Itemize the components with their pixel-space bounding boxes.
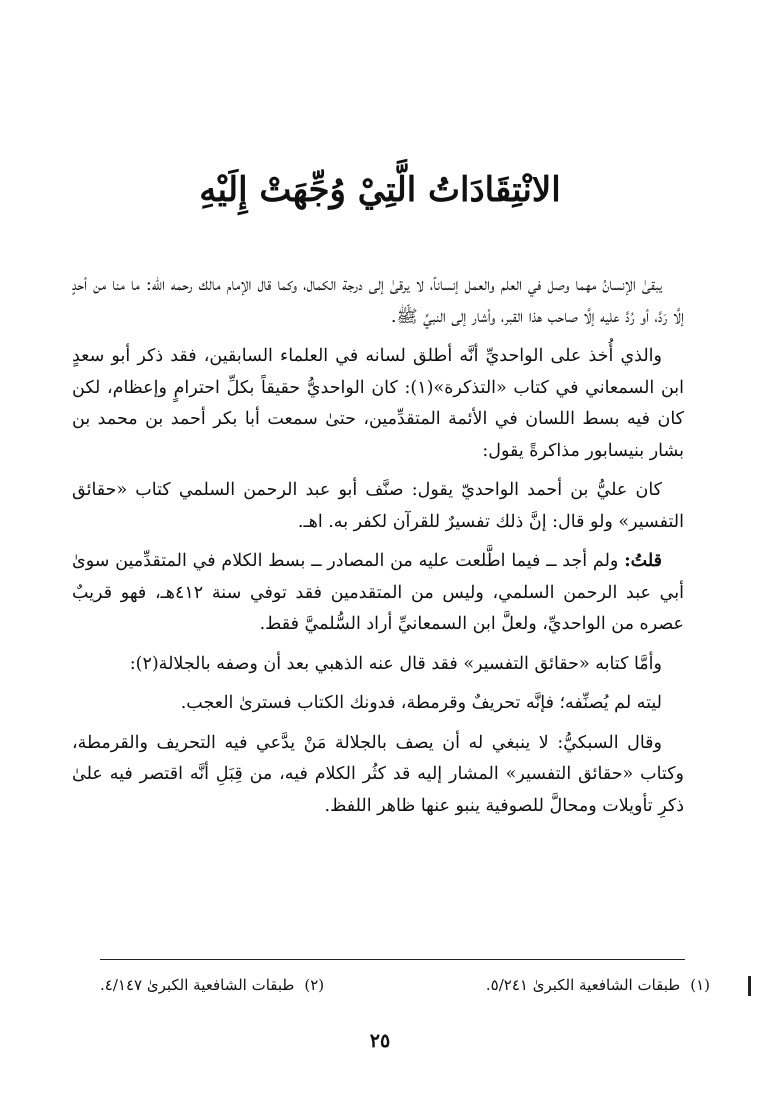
footnote-2	[100, 972, 324, 998]
paragraph-7: وقال السبكيُّ: لا ينبغي له أن يصف بالجلالة مَنْ يدَّعي فيه التحريف والقرمطة، وكتاب «حقائق التفسير» المشار إليه قد كثُر الكلام فيه، من قِبَلِ أنَّه اقتصر فيه علىٰ ذكرِ تأويلات ومحالَّ للصوفية ينبو عنها ظاهر اللفظ.	[72, 732, 684, 816]
paragraph-4: قلتُ: ولم أجد ــ فيما اطَّلعت عليه من المصادر ــ بسط الكلام في المتقدِّمين سوىٰ أبي عبد الرحمن السلمي، وليس من المتقدمين فقد توفي سنة ٤١٢هـ، فهو قريبٌ عصره من الواحديِّ، ولعلَّ ابن السمعانيِّ أراد السُّلميَّ فقط.	[72, 551, 684, 634]
footnote-2-text: طبقات الشافعية الكبرىٰ ٤/١٤٧.	[100, 976, 295, 994]
page-number: ٢٥	[369, 1030, 391, 1052]
paragraph-5: وأمَّا كتابه «حقائق التفسير» فقد قال عنه الذهبي بعد أن وصفه بالجلالة(٢):	[129, 653, 662, 674]
paragraph-6: ليته لم يُصنِّفه؛ فإنَّه تحريفٌ وقرمطة، فدونك الكتاب فسترىٰ العجب.	[180, 693, 662, 713]
paragraph-1: يبقىٰ الإنسانُ مهما وصل في العلم والعمل إنساناً، لا يرقىٰ إلى درجة الكمال، وكما قال الإمام مالك رحمه الله: ما منا من أحدٍ إلَّا رَدَّ، أو رُدَّ عليه إلَّا صاحب هذا القبر، وأشار إلى النبيِّ ﷺ.	[72, 275, 684, 327]
footnotes	[100, 972, 710, 998]
chapter-title: الانْتِقَادَاتُ الَّتِيْ وُجِّهَتْ إِلَيْهِ	[199, 170, 561, 210]
footnote-1	[486, 972, 710, 998]
margin-mark	[748, 976, 751, 996]
main-text	[72, 270, 684, 830]
paragraph-3: كان عليُّ بن أحمد الواحديّ يقول: صنَّف أبو عبد الرحمن السلمي كتاب «حقائق التفسير» ولو قال: إنَّ ذلك تفسيرٌ للقرآن لكفر به. اهـ.	[72, 480, 684, 532]
footnote-1-text: طبقات الشافعية الكبرىٰ ٥/٢٤١.	[485, 976, 681, 994]
footnote-1-number: (١)	[690, 976, 710, 994]
footnote-divider	[100, 959, 685, 960]
paragraph-2: والذي أُخذ على الواحديِّ أنَّه أطلق لسانه في العلماء السابقين، فقد ذكر أبو سعدٍ ابن السمعاني في كتاب «التذكرة»(١): كان الواحديُّ حقيقاً بكلِّ احترامٍ وإعظام، لكن كان فيه بسط اللسان في الأئمة المتقدِّمين، حتىٰ سمعت أبا بكر أحمد بن محمد بن بشار بنيسابور مذاكرةً يقول:	[72, 346, 684, 461]
footnote-2-number: (٢)	[304, 976, 325, 994]
